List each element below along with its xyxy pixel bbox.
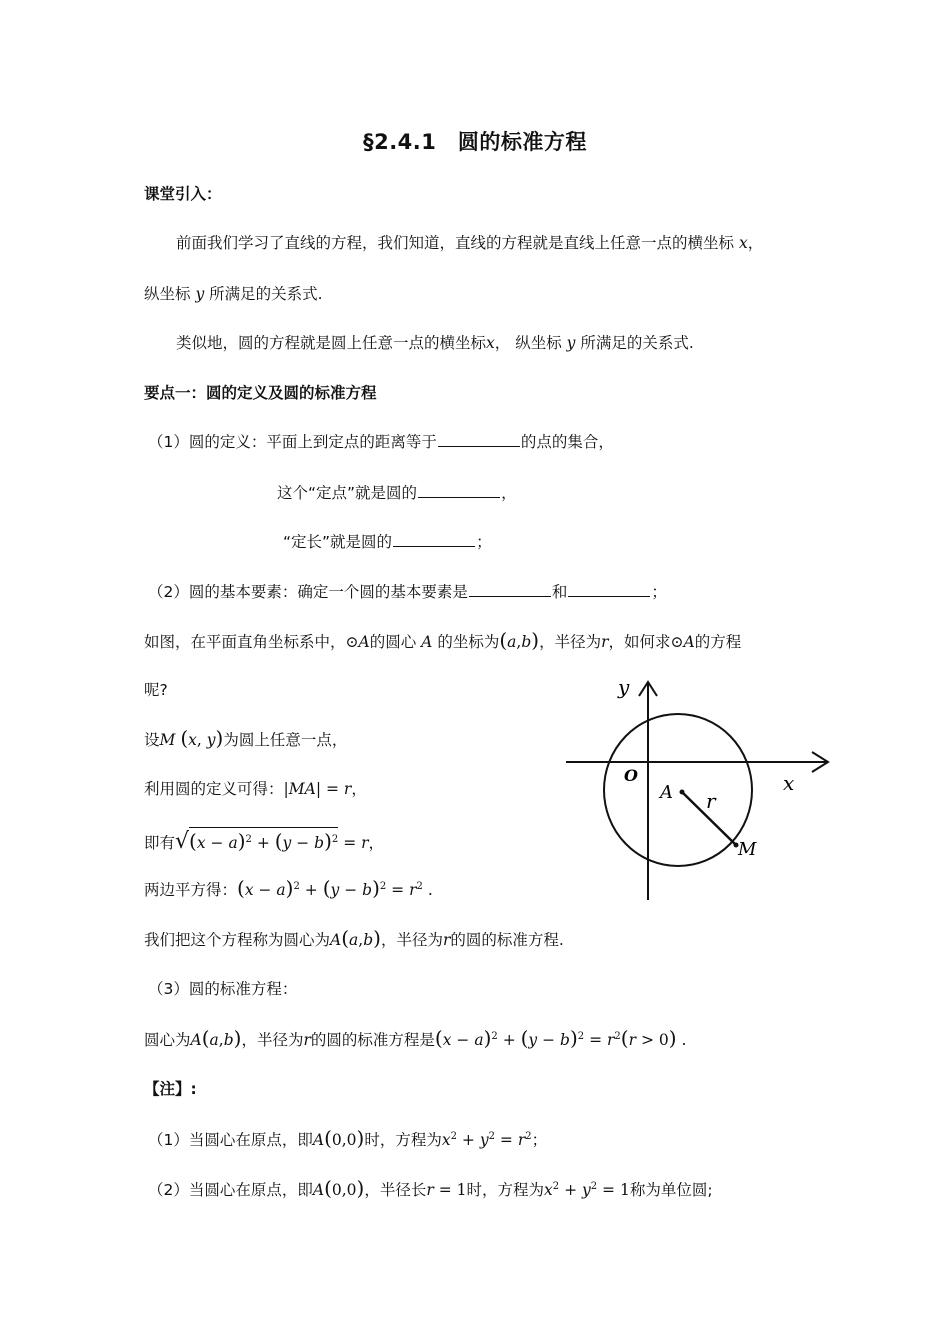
note-2: （2）当圆心在原点，即A(0,0)，半径长r = 1时，方程为$x^2 + y^2 = 1$称为单位圆; <box>148 1176 713 1200</box>
intro-paragraph-1: 前面我们学习了直线的方程，我们知道，直线的方程就是直线上任意一点的横坐标 x， <box>176 234 764 252</box>
x-axis-label: x <box>783 771 795 795</box>
circle <box>604 714 752 866</box>
squared-equation: 两边平方得：$(x - a)^2 + (y - b)^2 = r^2$ . <box>144 876 433 900</box>
let-line: 设M (x, y)为圆上任意一点， <box>144 726 348 750</box>
blank-line[interactable] <box>469 582 551 597</box>
definition-equation: 利用圆的定义可得：|MA| = r， <box>144 780 367 798</box>
center-point <box>680 790 685 795</box>
blank-line[interactable] <box>568 582 650 597</box>
blank-line[interactable] <box>418 483 500 498</box>
center-line: 这个“定点”就是圆的 ， <box>277 484 517 502</box>
naming-line: 我们把这个方程称为圆心为A(a,b)，半径为r的圆的标准方程. <box>144 926 564 950</box>
standard-heading: （3）圆的标准方程： <box>148 980 298 998</box>
y-axis-label: y <box>618 675 630 699</box>
center-label: A <box>660 782 673 803</box>
question-end: 呢? <box>144 681 168 699</box>
blank-line[interactable] <box>393 532 475 547</box>
radius-label: r <box>706 789 716 813</box>
definition-line: （1）圆的定义：平面上到定点的距离等于 的点的集合， <box>148 433 614 451</box>
standard-equation: 圆心为A(a,b)，半径为r的圆的标准方程是$(x - a)^2 + (y - b)^2 = r^2(r > 0)$ . <box>144 1026 687 1050</box>
point-m-label: M <box>738 839 757 860</box>
question-line: 如图，在平面直角坐标系中，⊙A的圆心 A 的坐标为(a,b)，半径为r，如何求⊙A的方程 <box>144 628 742 652</box>
blank-line[interactable] <box>438 432 520 447</box>
intro-paragraph-2: 类似地，圆的方程就是圆上任意一点的横坐标x， 纵坐标 y 所满足的关系式. <box>176 334 694 352</box>
circle-figure <box>560 672 840 907</box>
origin-label: O <box>624 766 638 785</box>
radius-line: “定长”就是圆的 ； <box>283 533 492 551</box>
distance-equation: 即有$√(x - a)^2 + (y - b)^2 = r$， <box>144 829 385 854</box>
elements-line: （2）圆的基本要素：确定一个圆的基本要素是 和 ； <box>148 583 667 601</box>
intro-heading: 课堂引入： <box>144 185 222 203</box>
page-title: §2.4.1 圆的标准方程 <box>363 130 587 154</box>
note-1: （1）当圆心在原点，即A(0,0)时，方程为$x^2 + y^2 = r^2$； <box>148 1126 548 1150</box>
note-heading: 【注】: <box>144 1080 197 1098</box>
key1-heading: 要点一：圆的定义及圆的标准方程 <box>144 384 377 402</box>
intro-paragraph-1-cont: 纵坐标 y 所满足的关系式. <box>144 285 323 303</box>
